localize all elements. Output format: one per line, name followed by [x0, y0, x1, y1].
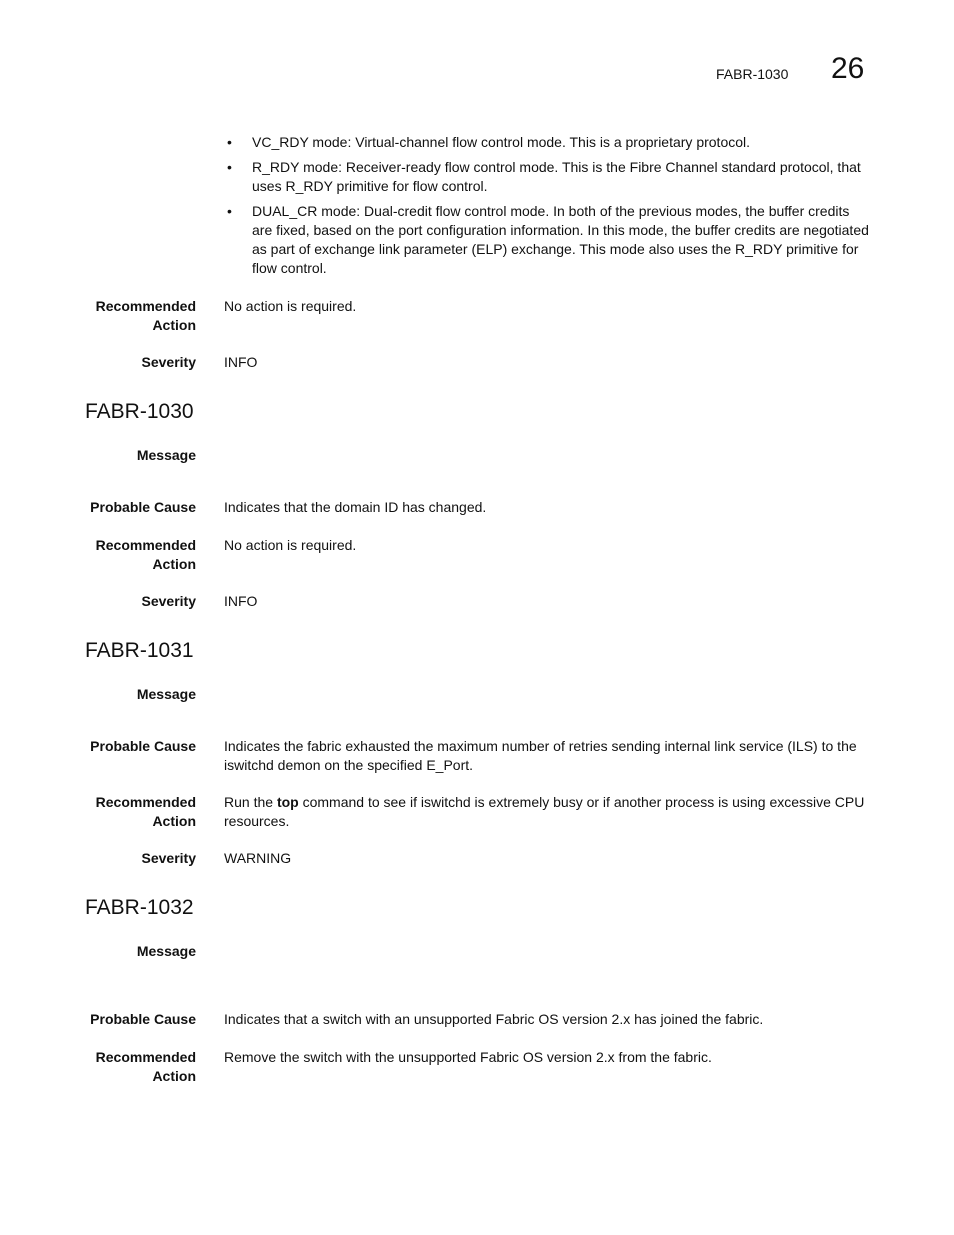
page-header-code: FABR-1030 — [716, 66, 789, 82]
severity-label: Severity — [141, 850, 196, 866]
message-label: Message — [136, 943, 196, 959]
recommended-action-label: Recommended Action — [95, 1049, 196, 1084]
probable-cause-label: Probable Cause — [90, 1011, 196, 1027]
recommended-action-text: Remove the switch with the unsupported Fabric OS version 2.x from the fabric. — [224, 1049, 712, 1065]
chapter-number: 26 — [831, 52, 865, 85]
command-name: top — [276, 794, 299, 810]
severity-value: INFO — [224, 593, 258, 609]
recommended-action-text: Run the top command to see if iswitchd is extremely busy or if another process is using excessive CPU resources. — [224, 794, 865, 829]
bullet-icon: • — [227, 134, 232, 150]
recommended-action-text: No action is required. — [224, 298, 357, 314]
severity-value: INFO — [224, 354, 258, 370]
severity-label: Severity — [141, 593, 196, 609]
section-title-fabr-1031: FABR-1031 — [85, 639, 194, 662]
severity-value: WARNING — [224, 850, 292, 866]
list-item: • R_RDY mode: Receiver-ready flow control mode. This is the Fibre Channel standard protocol, that uses R_RDY primitive for flow control. — [227, 159, 861, 194]
message-label: Message — [136, 686, 196, 702]
list-item: • DUAL_CR mode: Dual-credit flow control mode. In both of the previous modes, the buffer credits are fixed, based on the port configuration information. In this mode, the buffer credits are negotiated as part of exchange link parameter (ELP) exchange. This mode also uses the R_RDY primitive for flow control. — [227, 203, 869, 276]
recommended-action-label: Recommended Action — [95, 298, 196, 333]
recommended-action-label: Recommended Action — [95, 537, 196, 572]
message-label: Message — [136, 447, 196, 463]
list-item: • VC_RDY mode: Virtual-channel flow control mode. This is a proprietary protocol. — [227, 134, 751, 150]
probable-cause-label: Probable Cause — [90, 499, 196, 515]
recommended-action-text: No action is required. — [224, 537, 357, 553]
bullet-icon: • — [227, 159, 232, 175]
flow-control-mode-list — [224, 133, 870, 284]
probable-cause-text: Indicates the fabric exhausted the maximum number of retries sending internal link service (ILS) to the iswitchd demon on the specified E_Port. — [224, 738, 857, 773]
bullet-icon: • — [227, 203, 232, 219]
probable-cause-label: Probable Cause — [90, 738, 196, 754]
severity-label: Severity — [141, 354, 196, 370]
probable-cause-text: Indicates that the domain ID has changed. — [224, 499, 487, 515]
probable-cause-text: Indicates that a switch with an unsupported Fabric OS version 2.x has joined the fabric. — [224, 1011, 764, 1027]
section-title-fabr-1032: FABR-1032 — [85, 896, 194, 919]
section-title-fabr-1030: FABR-1030 — [85, 400, 194, 423]
recommended-action-label: Recommended Action — [95, 794, 196, 829]
